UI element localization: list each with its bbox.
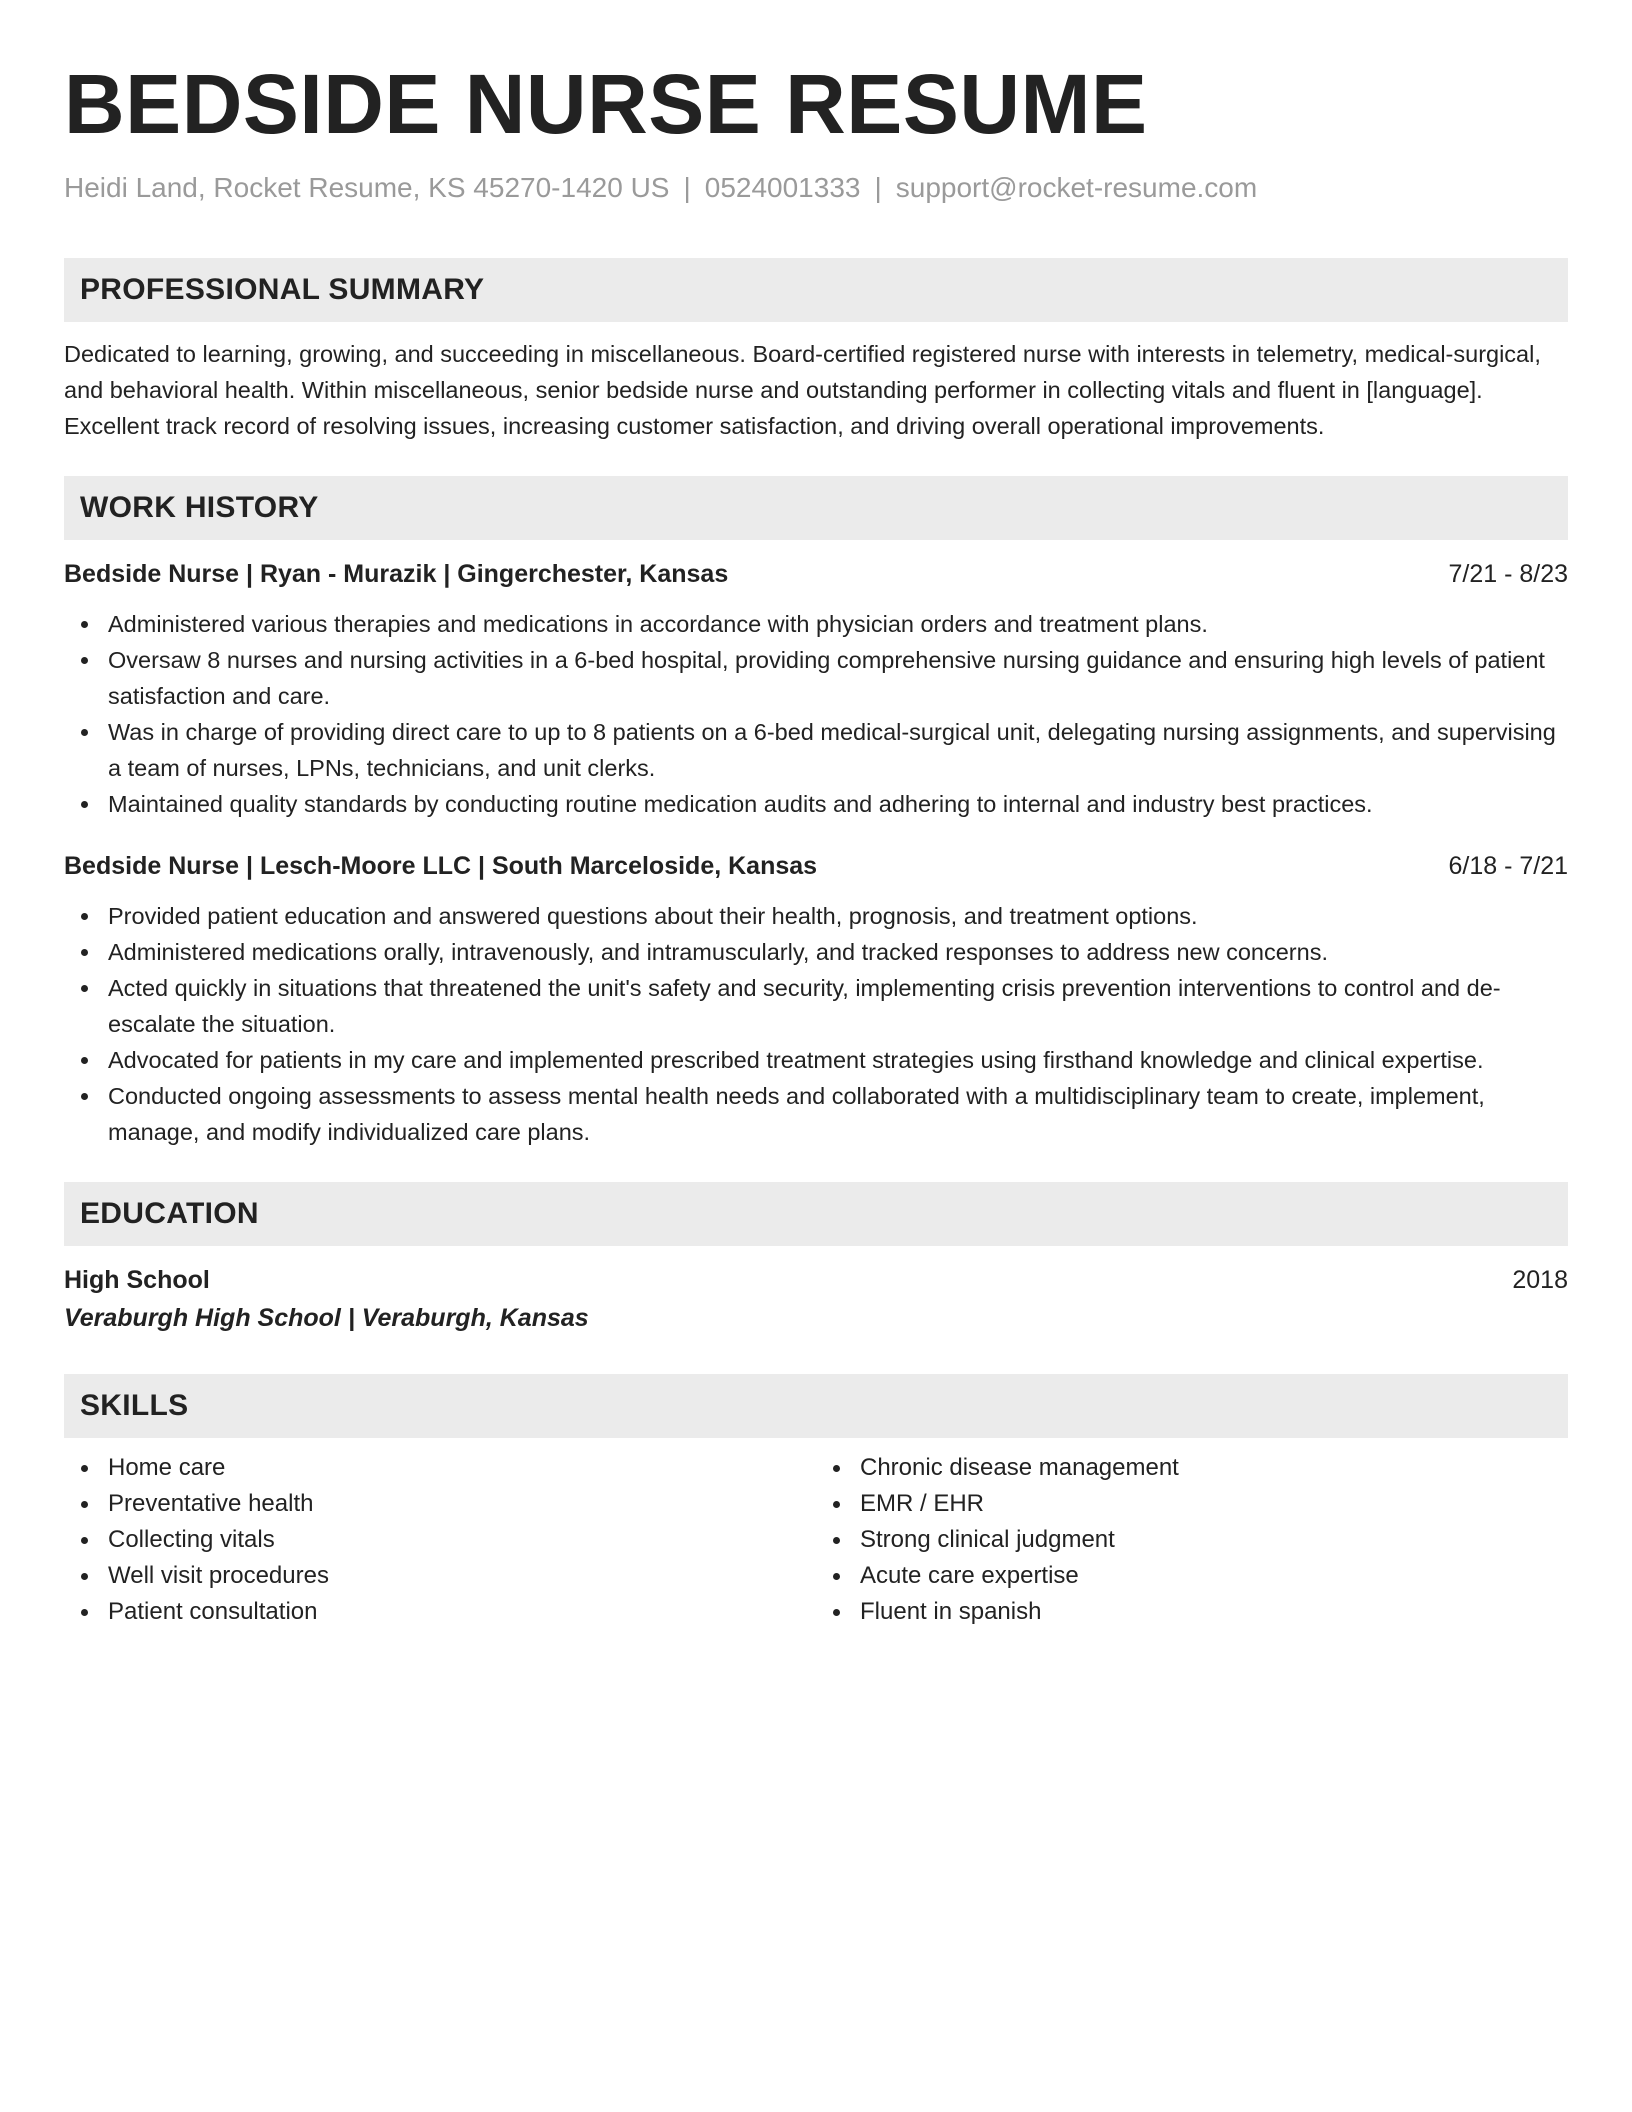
skill-item: Chronic disease management: [816, 1450, 1568, 1486]
list-item: Conducted ongoing assessments to assess mental health needs and collaborated with a multidisciplinary team to create, implement, manage, and modify individualized care plans.: [64, 1078, 1568, 1150]
job-header: [64, 848, 1568, 884]
skill-item: Home care: [64, 1450, 816, 1486]
skill-item: Fluent in spanish: [816, 1594, 1568, 1630]
contact-separator: |: [683, 172, 691, 203]
job-dates: 7/21 - 8/23: [1448, 560, 1568, 588]
skill-item: EMR / EHR: [816, 1486, 1568, 1522]
job-header: [64, 556, 1568, 592]
section-heading-summary: PROFESSIONAL SUMMARY: [64, 258, 1568, 322]
skill-item: Collecting vitals: [64, 1522, 816, 1558]
skills-column-left: [64, 1450, 816, 1630]
skill-item: Acute care expertise: [816, 1558, 1568, 1594]
list-item: Advocated for patients in my care and implemented prescribed treatment strategies using firsthand knowledge and clinical expertise.: [64, 1042, 1568, 1078]
job-dates: 6/18 - 7/21: [1448, 852, 1568, 880]
contact-email: support@rocket-resume.com: [895, 172, 1258, 203]
contact-line: [64, 170, 1568, 206]
job-bullets: [64, 898, 1568, 1150]
job-bullets: [64, 606, 1568, 822]
skill-item: Patient consultation: [64, 1594, 816, 1630]
skills-grid: [64, 1450, 1568, 1630]
contact-address: Heidi Land, Rocket Resume, KS 45270-1420 US: [64, 172, 670, 203]
list-item: Was in charge of providing direct care to up to 8 patients on a 6-bed medical-surgical unit, delegating nursing assignments, and supervising a team of nurses, LPNs, technicians, and unit clerks.: [64, 714, 1568, 786]
summary-text: Dedicated to learning, growing, and succeeding in miscellaneous. Board-certified registered nurse with interests in telemetry, medical-surgical, and behavioral health. Within miscellaneous, senior bedside nurse and outstanding performer in collecting vitals and fluent in [language]. Excellent track record of resolving issues, increasing customer satisfaction, and driving overall operational improvements.: [64, 341, 1541, 439]
list-item: Maintained quality standards by conducting routine medication audits and adhering to internal and industry best practices.: [64, 786, 1568, 822]
skill-item: Strong clinical judgment: [816, 1522, 1568, 1558]
skill-item: Preventative health: [64, 1486, 816, 1522]
page-title: BEDSIDE NURSE RESUME: [64, 57, 1148, 151]
education-header: [64, 1262, 1568, 1298]
job-title: Bedside Nurse | Lesch-Moore LLC | South Marceloside, Kansas: [64, 852, 818, 880]
job-entry: [64, 556, 1568, 822]
skills-column-right: [816, 1450, 1568, 1630]
education-school: Veraburgh High School | Veraburgh, Kansas: [64, 1304, 589, 1332]
list-item: Oversaw 8 nurses and nursing activities in a 6-bed hospital, providing comprehensive nursing guidance and ensuring high levels of patient satisfaction and care.: [64, 642, 1568, 714]
contact-separator: |: [874, 172, 882, 203]
section-heading-work-history: WORK HISTORY: [64, 476, 1568, 540]
list-item: Administered various therapies and medications in accordance with physician orders and treatment plans.: [64, 606, 1568, 642]
education-degree: High School: [64, 1266, 210, 1294]
list-item: Provided patient education and answered questions about their health, prognosis, and treatment options.: [64, 898, 1568, 934]
job-title: Bedside Nurse | Ryan - Murazik | Gingerchester, Kansas: [64, 560, 729, 588]
job-entry: [64, 848, 1568, 1150]
education-entry: [64, 1262, 1568, 1336]
list-item: Administered medications orally, intravenously, and intramuscularly, and tracked responses to address new concerns.: [64, 934, 1568, 970]
list-item: Acted quickly in situations that threatened the unit's safety and security, implementing crisis prevention interventions to control and de-escalate the situation.: [64, 970, 1568, 1042]
contact-phone: 0524001333: [704, 172, 861, 203]
section-heading-education: EDUCATION: [64, 1182, 1568, 1246]
skill-item: Well visit procedures: [64, 1558, 816, 1594]
section-heading-skills: SKILLS: [64, 1374, 1568, 1438]
education-year: 2018: [1512, 1266, 1568, 1294]
